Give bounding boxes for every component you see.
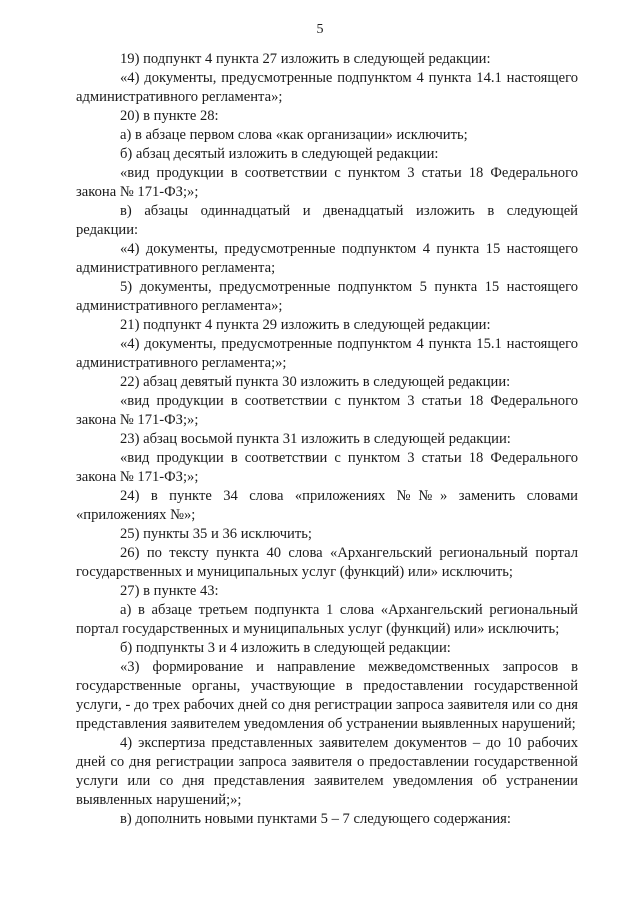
paragraph: 22) абзац девятый пункта 30 изложить в следующей редакции: xyxy=(120,374,511,390)
paragraph: 26) по тексту пункта 40 слова «Архангельский региональный портал государственных и муниципальных услуг (функций) или» исключить; xyxy=(76,545,578,580)
paragraph: в) абзацы одиннадцатый и двенадцатый изложить в следующей редакции: xyxy=(76,203,578,238)
page-number: 5 xyxy=(316,22,324,37)
paragraph: «вид продукции в соответствии с пунктом 3 статьи 18 Федерального закона № 171-ФЗ;»; xyxy=(76,165,578,200)
paragraph: 25) пункты 35 и 36 исключить; xyxy=(120,526,312,542)
paragraph: 4) экспертиза представленных заявителем документов – до 10 рабочих дней со дня регистрации запроса заявителя о предоставлении государственной услуги или со дня представления заявителем уведомления об устранении выявленных нарушений;»; xyxy=(76,735,578,808)
paragraph: «4) документы, предусмотренные подпунктом 4 пункта 15.1 настоящего административного регламента;»; xyxy=(76,336,578,371)
paragraph: б) подпункты 3 и 4 изложить в следующей редакции: xyxy=(120,640,451,656)
paragraph: а) в абзаце третьем подпункта 1 слова «Архангельский региональный портал государственных и муниципальных услуг (функций) или» исключить; xyxy=(76,602,578,637)
paragraph: 19) подпункт 4 пункта 27 изложить в следующей редакции: xyxy=(120,51,491,67)
paragraph: 27) в пункте 43: xyxy=(120,583,219,599)
paragraph: 5) документы, предусмотренные подпунктом 5 пункта 15 настоящего административного регламента»; xyxy=(76,279,578,314)
paragraph: «вид продукции в соответствии с пунктом 3 статьи 18 Федерального закона № 171-ФЗ;»; xyxy=(76,393,578,428)
paragraph: 24) в пункте 34 слова «приложениях №№» заменить словами «приложениях №»; xyxy=(76,488,578,523)
paragraph: 21) подпункт 4 пункта 29 изложить в следующей редакции: xyxy=(120,317,491,333)
paragraph: 20) в пункте 28: xyxy=(120,108,219,124)
document-body xyxy=(76,50,578,829)
paragraph: в) дополнить новыми пунктами 5 – 7 следующего содержания: xyxy=(120,811,511,827)
paragraph: а) в абзаце первом слова «как организации» исключить; xyxy=(120,127,468,143)
paragraph: б) абзац десятый изложить в следующей редакции: xyxy=(120,146,439,162)
paragraph: 23) абзац восьмой пункта 31 изложить в следующей редакции: xyxy=(120,431,511,447)
paragraph: «вид продукции в соответствии с пунктом 3 статьи 18 Федерального закона № 171-ФЗ;»; xyxy=(76,450,578,485)
paragraph: «4) документы, предусмотренные подпунктом 4 пункта 15 настоящего административного регламента; xyxy=(76,241,578,276)
paragraph: «4) документы, предусмотренные подпунктом 4 пункта 14.1 настоящего административного регламента»; xyxy=(76,70,578,105)
paragraph: «3) формирование и направление межведомственных запросов в государственные органы, участвующие в предоставлении государственной услуги, - до трех рабочих дней со дня регистрации запроса заявителя или со дня представления заявителем уведомления об устранении выявленных нарушений; xyxy=(76,659,578,732)
